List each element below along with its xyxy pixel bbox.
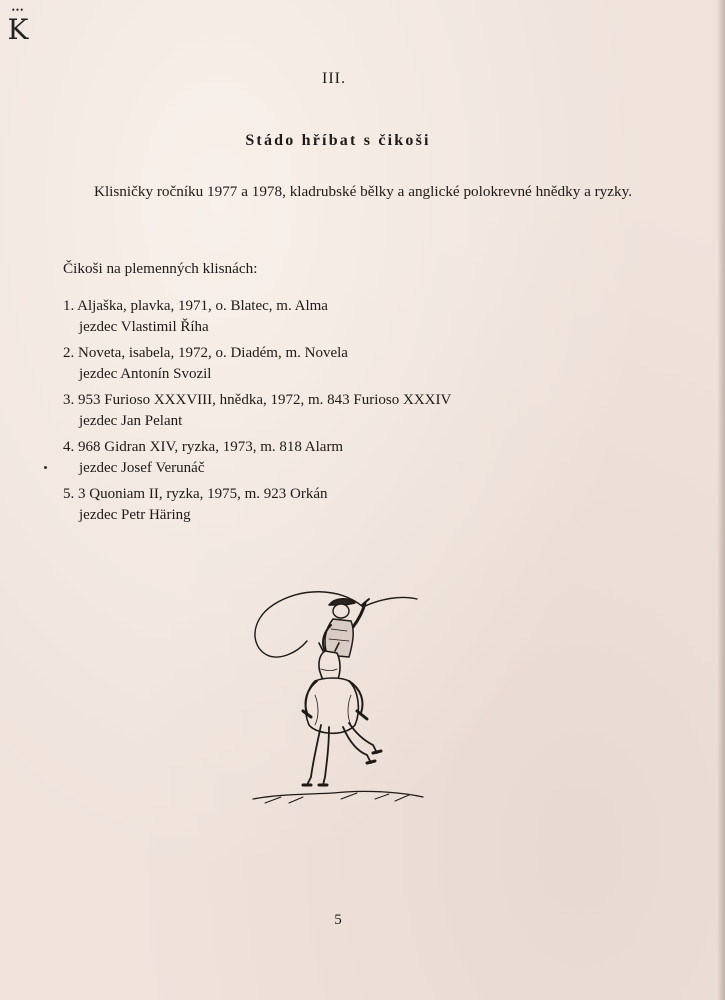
rider-line: jezdec Petr Häring [79,506,191,523]
horse-line: 5. 3 Quoniam II, ryzka, 1975, m. 923 Orkán [63,486,328,502]
logo-dots: ••• [11,5,25,15]
list-heading: Čikoši na plemenných klisnách: [63,260,258,277]
intro-paragraph: Klisničky ročníku 1977 a 1978, kladrubské bělky a anglické polokrevné hnědky a ryzky. [93,183,633,200]
chapter-number: III. [322,70,346,87]
rider-line: jezdec Antonín Svozil [79,365,212,382]
riders-list [63,296,663,531]
page-number: 5 [334,912,342,928]
horse-line: 4. 968 Gidran XIV, ryzka, 1973, m. 818 Alarm [63,439,344,455]
list-item [63,437,663,478]
list-item [63,343,663,384]
section-title: Stádo hříbat s čikoši [245,132,431,149]
list-item [63,484,663,525]
horseman-illustration [245,585,430,810]
list-item [63,390,663,431]
horse-line: 1. Aljaška, plavka, 1971, o. Blatec, m. Alma [63,298,328,314]
logo-letter: K [7,13,29,46]
rider-line: jezdec Jan Pelant [79,412,183,429]
list-item [63,296,663,337]
paper-speck [44,466,47,469]
horse-line: 2. Noveta, isabela, 1972, o. Diadém, m. Novela [63,345,348,361]
rider-line: jezdec Vlastimil Říha [79,318,209,335]
horse-line: 3. 953 Furioso XXXVIII, hnědka, 1972, m. 843 Furioso XXXIV [63,392,452,408]
rider-line: jezdec Josef Verunáč [79,459,205,476]
publisher-logo [5,6,31,50]
page-edge-shadow [717,0,725,1000]
